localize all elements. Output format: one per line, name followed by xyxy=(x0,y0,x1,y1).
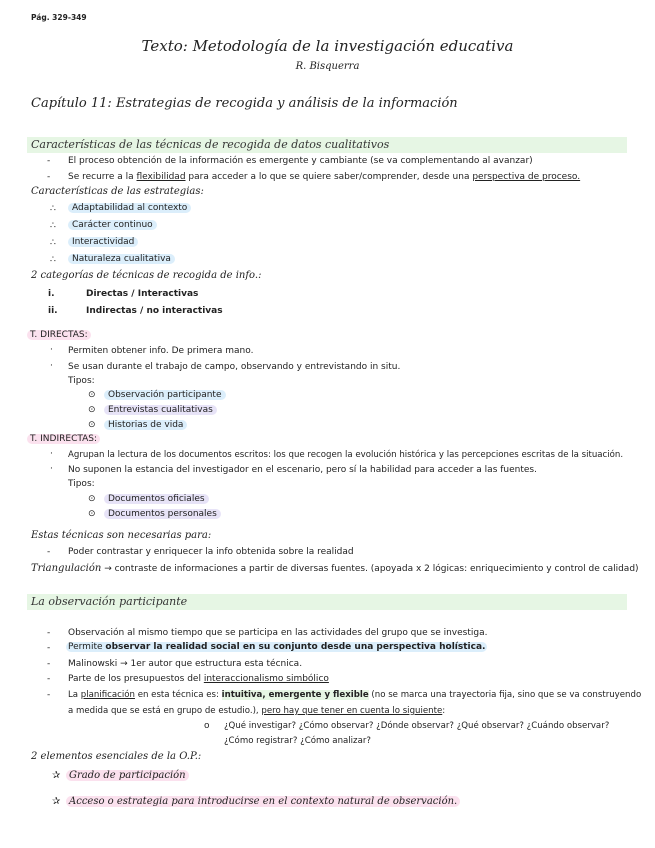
document-author: R. Bisquerra xyxy=(295,61,360,72)
therefore-icon: ∴ xyxy=(50,238,56,248)
strategy-item: Carácter continuo xyxy=(68,220,157,230)
dash-bullet: - xyxy=(47,156,51,166)
element-item: Acceso o estrategia para introducirse en el contexto natural de observación. xyxy=(66,796,460,807)
tipos-label: Tipos: xyxy=(68,479,95,489)
tipo-item: Documentos personales xyxy=(104,509,221,519)
dash-bullet: - xyxy=(47,659,51,669)
bullet-text: Se usan durante el trabajo de campo, observando y entrevistando in situ. xyxy=(68,362,401,372)
strategies-label: Características de las estrategias: xyxy=(31,186,204,197)
document-title: Texto: Metodología de la investigación educativa xyxy=(141,37,514,55)
star-icon: ✰ xyxy=(52,796,61,807)
bullseye-icon: ⊙ xyxy=(88,390,96,400)
category-item: Directas / Interactivas xyxy=(86,289,199,299)
tipo-item: Historias de vida xyxy=(104,420,187,430)
dot-bullet: · xyxy=(50,464,53,474)
bullet-text: El proceso obtención de la información es emergente y cambiante (se va complementando al avanzar) xyxy=(68,156,533,166)
bullseye-icon: ⊙ xyxy=(88,405,96,415)
dash-bullet: - xyxy=(47,643,51,653)
bullet-text: Permiten obtener info. De primera mano. xyxy=(68,346,254,356)
therefore-icon: ∴ xyxy=(50,204,56,214)
dash-bullet: - xyxy=(47,172,51,182)
section-heading-techniques: Características de las técnicas de recogida de datos cualitativos xyxy=(31,138,390,151)
elements-label: 2 elementos esenciales de la O.P.: xyxy=(31,751,202,762)
strategy-item: Adaptabilidad al contexto xyxy=(68,203,191,213)
star-icon: ✰ xyxy=(52,770,61,781)
dot-bullet: · xyxy=(50,449,53,459)
bullseye-icon: ⊙ xyxy=(88,420,96,430)
bullet-text: No suponen la estancia del investigador en el escenario, pero sí la habilidad para acceder a las fuentes. xyxy=(68,465,537,475)
bullseye-icon: ⊙ xyxy=(88,509,96,519)
roman-numeral: ii. xyxy=(48,306,58,316)
questions-line: ¿Cómo registrar? ¿Cómo analizar? xyxy=(224,736,371,746)
questions-line: ¿Qué investigar? ¿Cómo observar? ¿Dónde observar? ¿Qué observar? ¿Cuándo observar? xyxy=(224,721,610,731)
page-reference: Pág. 329-349 xyxy=(31,13,87,22)
category-item: Indirectas / no interactivas xyxy=(86,306,223,316)
roman-numeral: i. xyxy=(48,289,55,299)
bullet-text: Malinowski → 1er autor que estructura esta técnica. xyxy=(68,659,303,669)
bullet-text: Poder contrastar y enriquecer la info obtenida sobre la realidad xyxy=(68,547,354,557)
categories-label: 2 categorías de técnicas de recogida de info.: xyxy=(31,270,262,281)
strategy-item: Naturaleza cualitativa xyxy=(68,254,175,264)
bullet-text-planning-cont: a medida que se está en grupo de estudio.), pero hay que tener en cuenta lo siguiente: xyxy=(68,706,446,716)
therefore-icon: ∴ xyxy=(50,255,56,265)
directas-label: T. DIRECTAS: xyxy=(27,330,91,340)
bullet-text-holistic: Permite observar la realidad social en su conjunto desde una perspectiva holística. xyxy=(68,642,486,652)
bullet-text: Parte de los presupuestos del interaccionalismo simbólico xyxy=(68,674,329,684)
necessary-label: Estas técnicas son necesarias para: xyxy=(31,530,212,541)
dash-bullet: - xyxy=(47,690,51,700)
tipo-item: Documentos oficiales xyxy=(104,494,209,504)
bullet-text-flexibility: Se recurre a la flexibilidad para acceder a lo que se quiere saber/comprender, desde una perspectiva de proceso. xyxy=(68,172,581,182)
circle-bullet: o xyxy=(204,721,210,731)
bullet-text: Agrupan la lectura de los documentos escritos: los que recogen la evolución histórica y las percepciones escritas de la situación. xyxy=(68,450,624,460)
chapter-title: Capítulo 11: Estrategias de recogida y análisis de la información xyxy=(31,96,458,111)
element-item: Grado de participación xyxy=(66,770,189,781)
bullet-text-planning: La planificación en esta técnica es: intuitiva, emergente y flexible (no se marca una trayectoria fija, sino que se va construyendo xyxy=(68,690,642,700)
section-heading-observation: La observación participante xyxy=(31,595,188,608)
triangulation-line: Triangulación → contraste de informaciones a partir de diversas fuentes. (apoyada x 2 lógicas: enriquecimiento y control de calidad) xyxy=(31,563,639,574)
strategy-item: Interactividad xyxy=(68,237,138,247)
dot-bullet: · xyxy=(50,361,53,371)
tipos-label: Tipos: xyxy=(68,376,95,386)
dash-bullet: - xyxy=(47,674,51,684)
tipo-item: Observación participante xyxy=(104,390,226,400)
bullet-text: Observación al mismo tiempo que se participa en las actividades del grupo que se investiga. xyxy=(68,628,488,638)
dash-bullet: - xyxy=(47,547,51,557)
indirectas-label: T. INDIRECTAS: xyxy=(27,434,100,444)
bullseye-icon: ⊙ xyxy=(88,494,96,504)
dot-bullet: · xyxy=(50,345,53,355)
therefore-icon: ∴ xyxy=(50,221,56,231)
dash-bullet: - xyxy=(47,628,51,638)
tipo-item: Entrevistas cualitativas xyxy=(104,405,217,415)
